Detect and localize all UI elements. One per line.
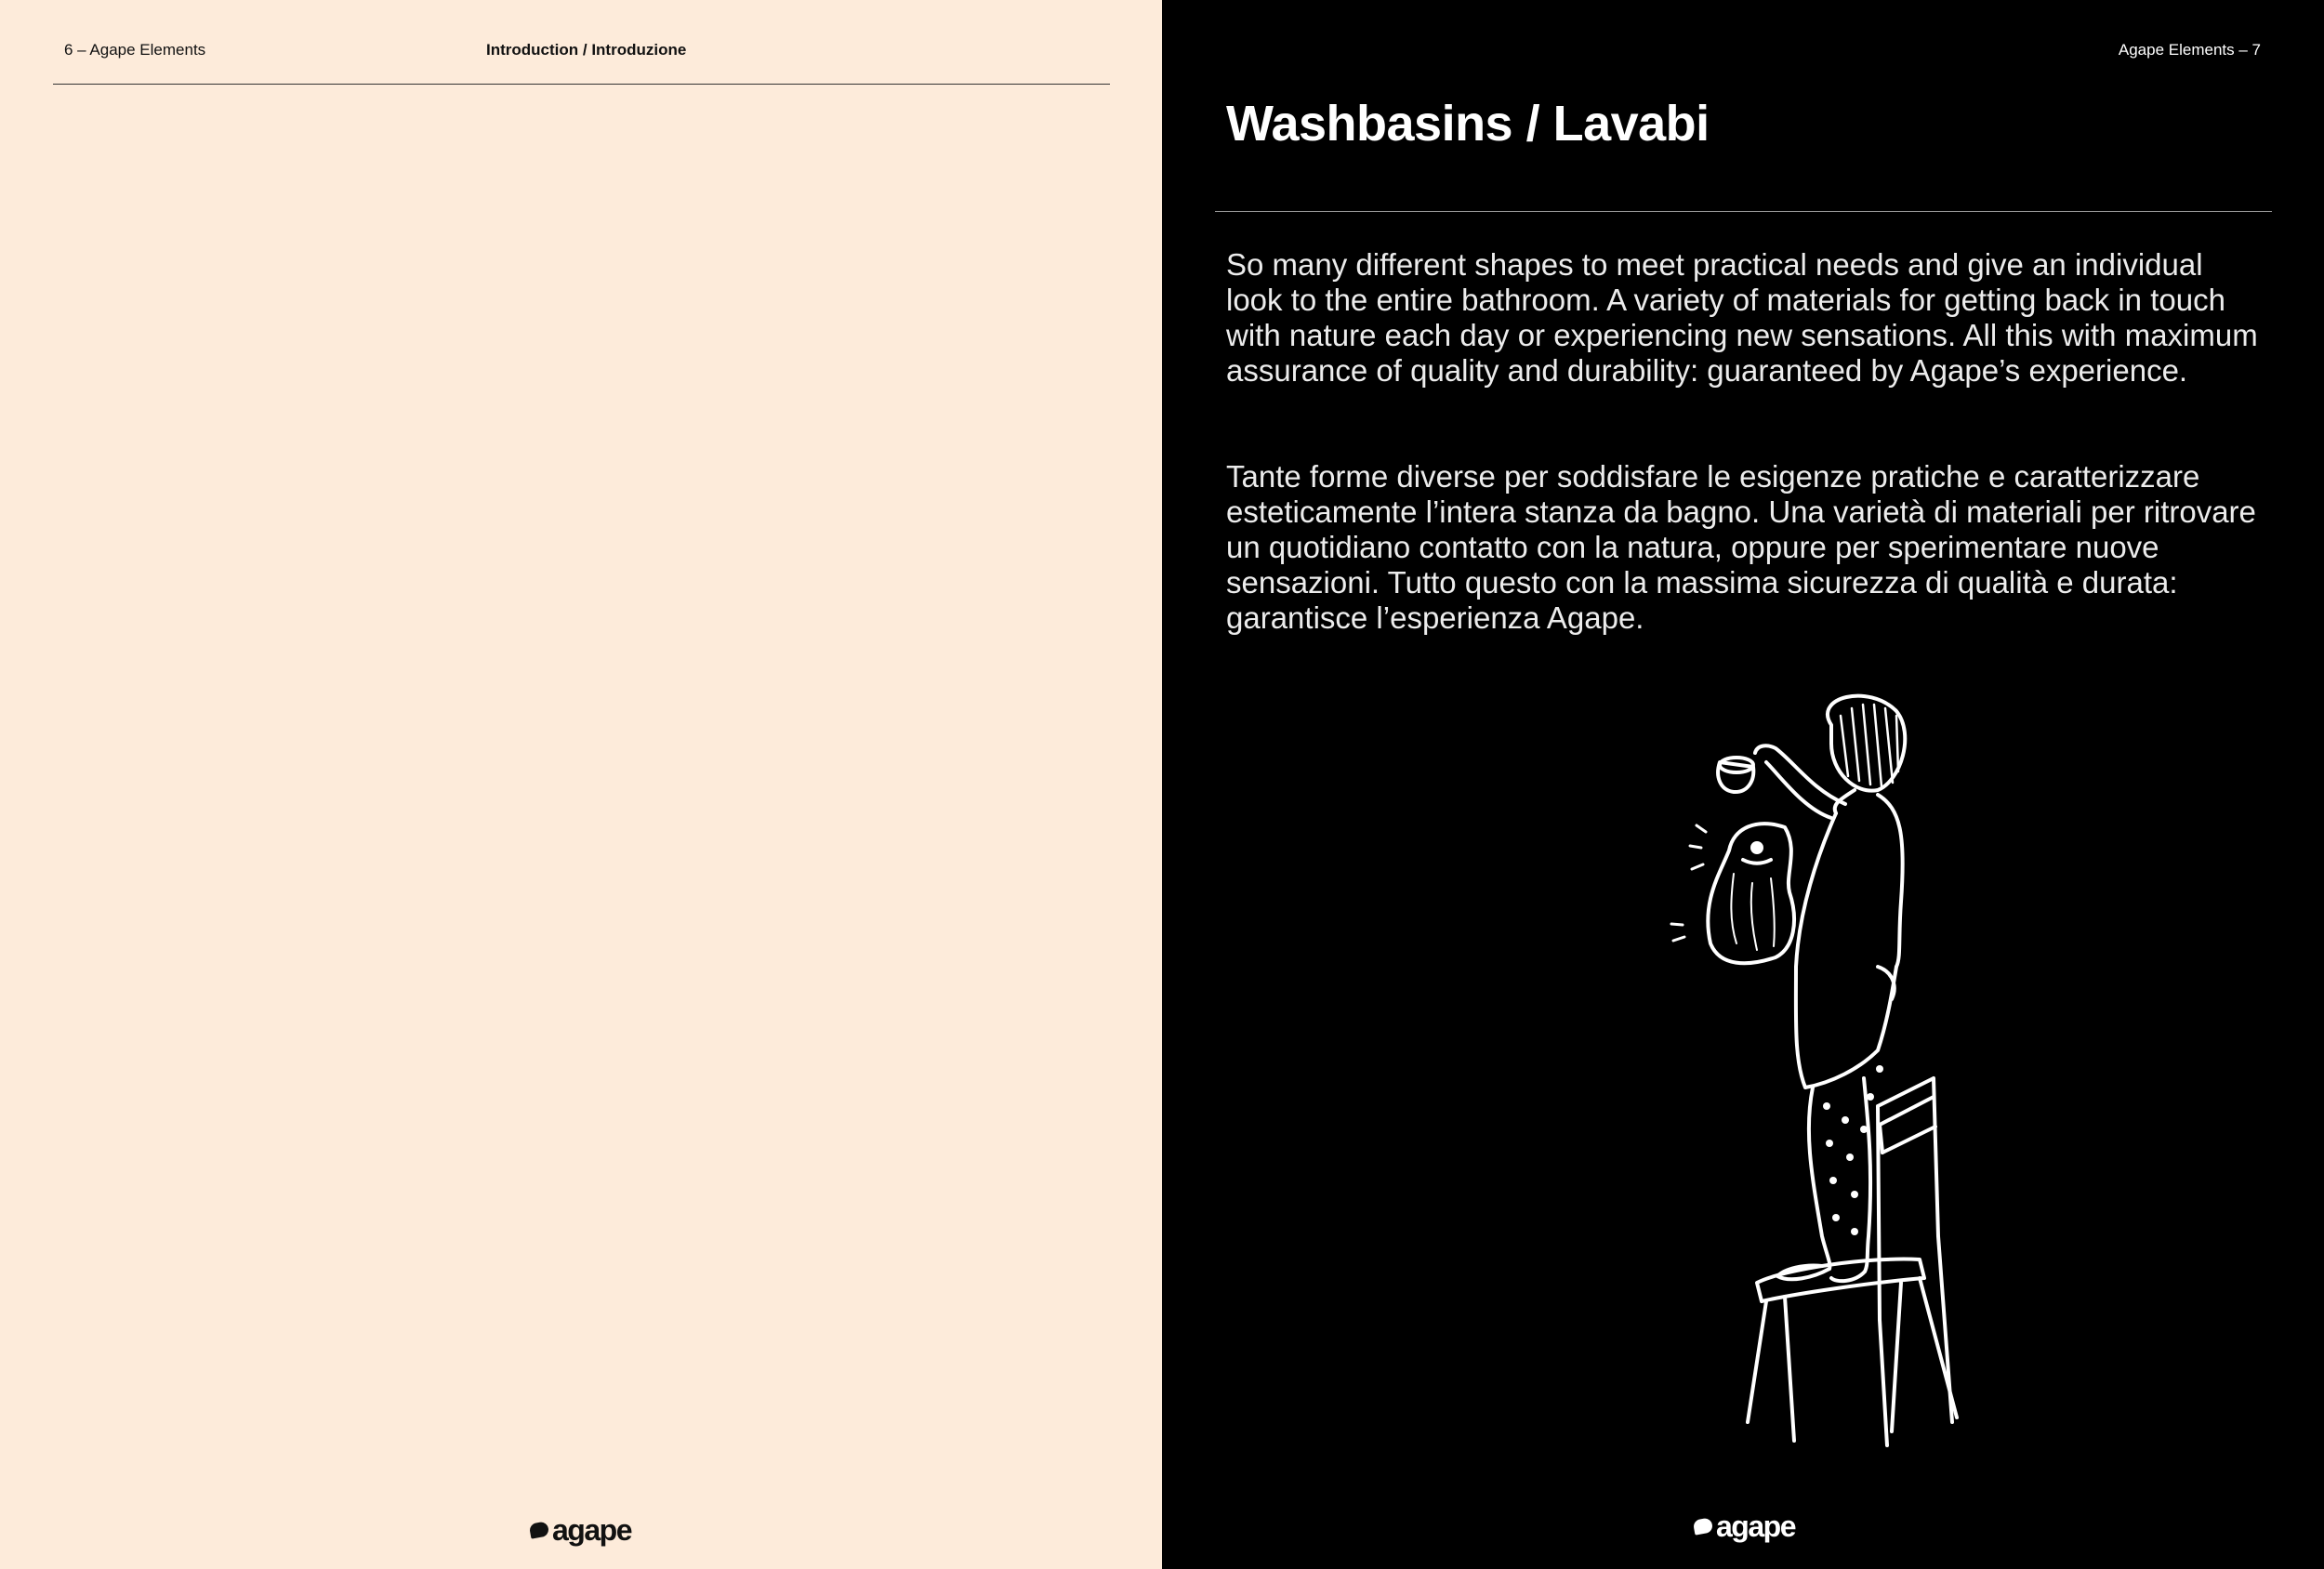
agape-logo [1694,1508,1795,1545]
child-on-chair-illustration [1534,688,1980,1450]
logo-wordmark: agape [1716,1510,1795,1543]
page-folio: 6 – Agape Elements [64,41,206,59]
logo-leaf-icon [529,1521,549,1538]
logo-leaf-icon [1693,1517,1713,1535]
section-title: Introduction / Introduzione [486,41,687,59]
right-page [1162,0,2324,1569]
page-folio: Agape Elements – 7 [2118,41,2261,59]
logo-wordmark: agape [552,1513,631,1547]
intro-paragraph-it: Tante forme diverse per soddisfare le esigenze pratiche e caratterizzare esteticamente l’intera stanza da bagno. Una varietà di materiali per ritrovare un quotidiano contatto con la natura, oppure per sperimentare nuove sensazioni. Tutto questo con la massima sicurezza di qualità e durata: garantisce l’esperienza Agape. [1226,459,2256,635]
header-divider [53,84,1110,85]
page-title: Washbasins / Lavabi [1226,96,1710,152]
title-divider [1215,211,2272,212]
intro-paragraph-en: So many different shapes to meet practical needs and give an individual look to the entire bathroom. A variety of materials for getting back in touch with nature each day or experiencing new sensations. All this with maximum assurance of quality and durability: guaranteed by Agape’s experience. [1226,247,2258,388]
agape-logo [530,1511,631,1549]
